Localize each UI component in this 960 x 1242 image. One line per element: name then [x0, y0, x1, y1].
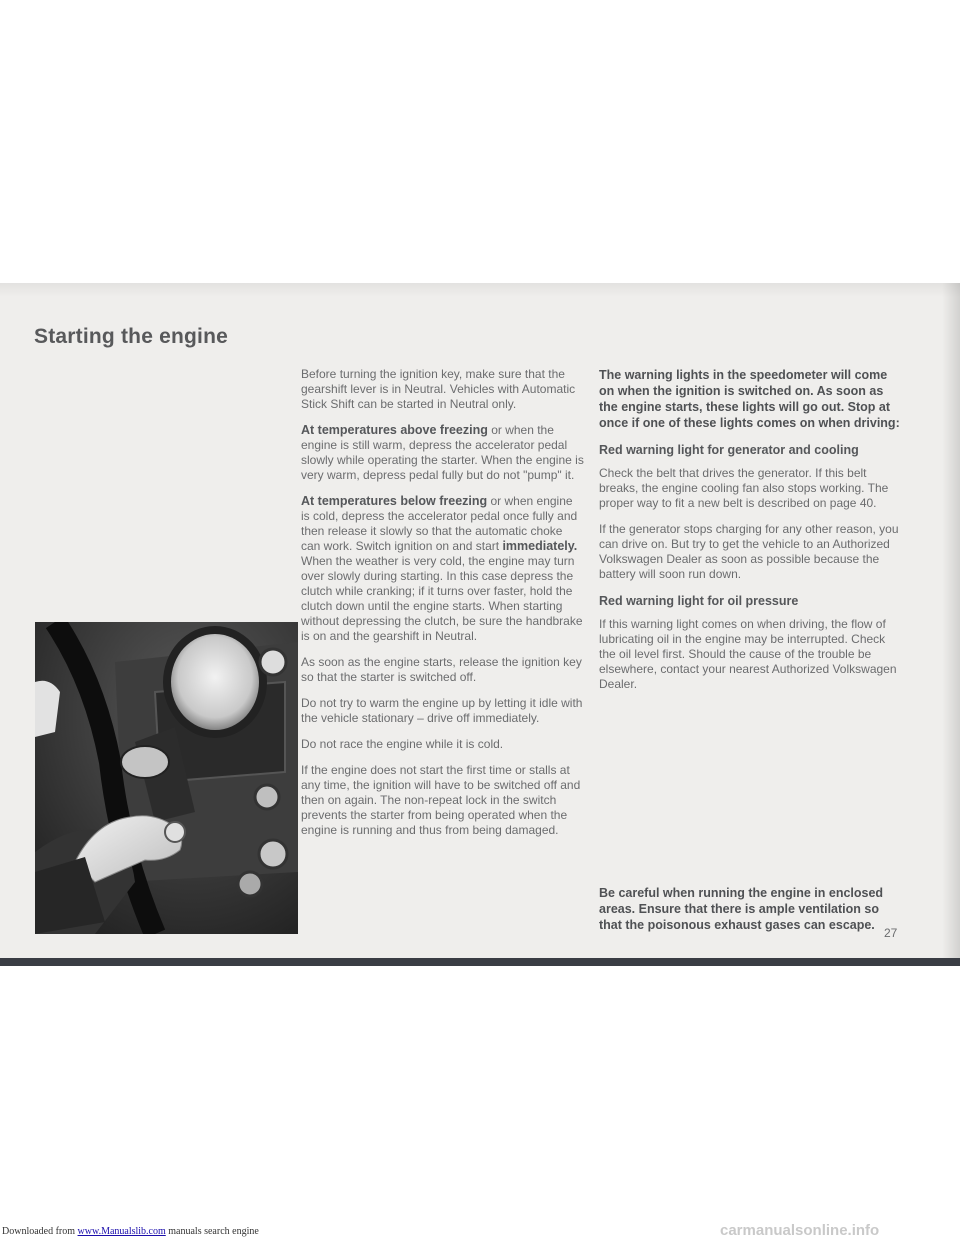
generator-paragraph-2: If the generator stops charging for any other reason, you can drive on. But try to get the vehicle to an Authorized Volkswagen Dealer as soon as possible because the battery will soon run down. — [599, 522, 899, 581]
no-idle-paragraph: Do not try to warm the engine up by letting it idle with the vehicle stationary – drive off immediately. — [301, 696, 583, 725]
below-freezing-paragraph: At temperatures below freezing or when engine is cold, depress the accelerator pedal once fully and then release it slowly so that the automatic choke can work. Switch ignition on and start immediately. When the weather is very cold, the engine may turn over slowly during starting. In this case depress the clutch while cranking; if it turns over faster, hold the clutch down until the engine starts. When starting without depressing the clutch, be sure the handbrake is on and the gearshift in Neutral. — [301, 494, 583, 643]
manualslib-link[interactable]: www.Manualslib.com — [77, 1226, 166, 1237]
restart-paragraph: If the engine does not start the first time or stalls at any time, the ignition will have to be switched off and then on again. The non-repeat lock in the switch prevents the starter from being operated when the engine is running and thus from being damaged. — [301, 763, 581, 837]
no-race-paragraph: Do not race the engine while it is cold. — [301, 737, 504, 751]
site-watermark: carmanualsonline.info — [720, 1222, 880, 1239]
generator-paragraph-1: Check the belt that drives the generator. If this belt breaks, the engine cooling fan also stops working. The proper way to fit a new belt is described on page 40. — [599, 466, 889, 510]
ignition-photo — [35, 622, 298, 934]
release-key-paragraph: As soon as the engine starts, release the ignition key so that the starter is switched off. — [301, 655, 582, 684]
page-edge-shadow — [0, 283, 960, 297]
generator-light-heading: Red warning light for generator and cooling — [599, 443, 859, 457]
ignition-key-icon — [165, 822, 185, 842]
above-freezing-paragraph: At temperatures above freezing or when the engine is still warm, depress the accelerator pedal slowly while operating the starter. When the engine is very warm, depress pedal fully but do not "pump" it. — [301, 423, 584, 482]
warning-lights-intro: The warning lights in the speedometer will come on when the ignition is switched on. As soon as the engine starts, these lights will go out. Stop at once if one of these lights comes on when driving: — [599, 368, 900, 430]
page-title: Starting the engine — [34, 325, 228, 348]
middle-column — [301, 367, 584, 849]
page-number: 27 — [884, 926, 898, 940]
oil-light-heading: Red warning light for oil pressure — [599, 594, 799, 608]
above-freezing-heading: At temperatures above freezing — [301, 423, 488, 437]
download-footer: Downloaded from www.Manualslib.com manuals search engine — [2, 1226, 259, 1237]
speedometer-icon — [171, 634, 259, 730]
oil-paragraph: If this warning light comes on when driving, the flow of lubricating oil in the engine may be interrupted. Check the oil level first. Should the cause of the trouble be elsewhere, contact your nearest Authorized Volkswagen Dealer. — [599, 617, 897, 691]
right-column — [599, 367, 902, 703]
page-bottom-band — [0, 958, 960, 966]
below-freezing-heading: At temperatures below freezing — [301, 494, 488, 508]
pre-start-check: Before turning the ignition key, make sure that the gearshift lever is in Neutral. Vehicles with Automatic Stick Shift can be started in Neutral only. — [301, 367, 576, 411]
ventilation-caution: Be careful when running the engine in enclosed areas. Ensure that there is ample ventilation so that the poisonous exhaust gases can escape. — [599, 886, 884, 932]
